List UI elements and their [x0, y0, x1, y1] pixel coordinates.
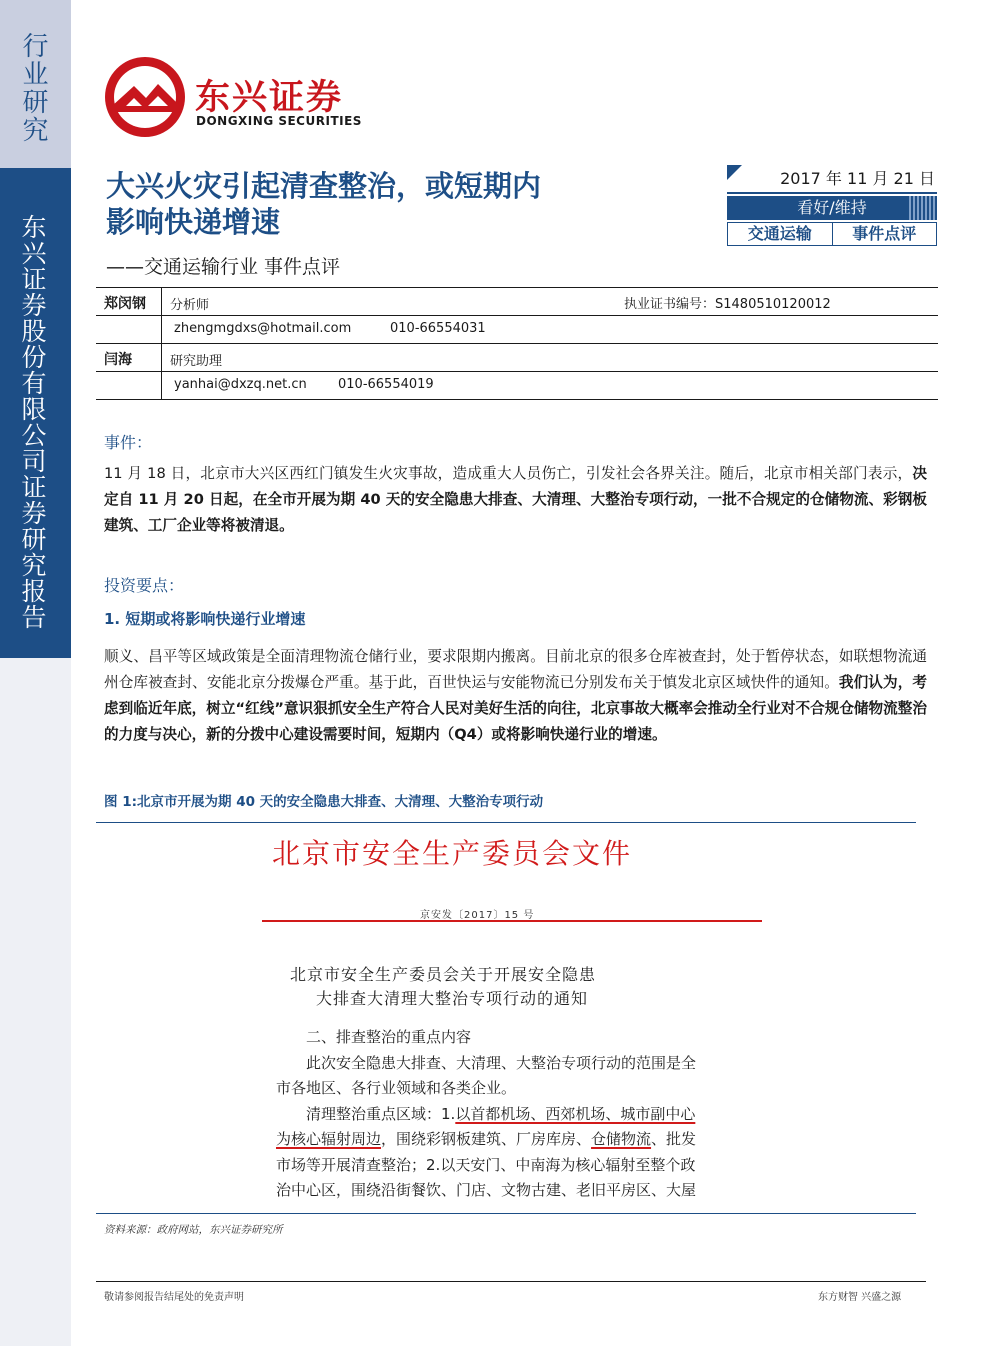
- figure-body-line: 市场等开展清查整治；2.以天安门、中南海为核心辐射至整个政: [276, 1155, 696, 1174]
- report-type-tag: 事件点评: [832, 223, 937, 245]
- figure-source: 资料来源：政府网站，东兴证券研究所: [104, 1224, 283, 1236]
- sidebar-top-band: [0, 0, 71, 168]
- event-paragraph: [104, 461, 927, 539]
- event-text-bold: 决定自 11 月 20 日起，在全市开展为期 40 天的安全隐患大排查、大清理、大整治专项行动，一批不合规定的仓储物流、彩钢板建筑、工厂企业等将被清退。: [104, 465, 927, 534]
- figure-underlined-text: 为核心辐射周边: [276, 1130, 382, 1148]
- sidebar-company-band: [0, 168, 71, 658]
- sidebar-company-label: 东兴证券股份有限公司证券研究报告: [18, 214, 47, 630]
- sidebar-lower-band: [0, 658, 71, 1346]
- footer-slogan: 东方财智 兴盛之源: [818, 1292, 902, 1303]
- invest-text-bold: 我们认为，考虑到临近年底，树立“红线”意识狠抓安全生产符合人民对美好生活的向往，北京事故大概率会推动全行业对不合规仓储物流整治的力度与决心，新的分拨中心建设需要时间，短期内（Q4）或将影响快递行业的增速。: [104, 674, 927, 743]
- figure-body-line: 此次安全隐患大排查、大清理、大整治专项行动的范围是全: [306, 1053, 697, 1072]
- figure-text: 清理整治重点区域：1.: [306, 1104, 456, 1123]
- analyst-name: 郑闵钢: [104, 296, 146, 312]
- figure-underlined-text: 以首都机场、西郊机场、城市副中心: [455, 1104, 696, 1123]
- analyst-role: 研究助理: [170, 354, 223, 369]
- figure-section-title: 二、排查整治的重点内容: [306, 1028, 472, 1046]
- sidebar-category-label: 行业研究: [18, 32, 48, 144]
- report-title: [106, 168, 666, 240]
- figure-doc-title2: 大排查大清理大整治专项行动的通知: [316, 989, 589, 1008]
- analyst-phone: 010-66554019: [338, 377, 434, 392]
- report-title-line1: 大兴火灾引起清查整治，或短期内: [106, 169, 542, 203]
- figure-underlined-text: 仓储物流: [591, 1130, 652, 1148]
- analyst-email[interactable]: yanhai@dxzq.net.cn: [174, 377, 307, 392]
- analyst-row: [96, 344, 938, 372]
- figure-text: 、批发: [651, 1130, 697, 1148]
- rating-row: [727, 196, 937, 220]
- rating-tags: [727, 222, 937, 246]
- report-subtitle: ——交通运输行业 事件点评: [106, 256, 341, 278]
- stripe-decoration: [907, 196, 937, 220]
- logo-name-cn: 东兴证券: [195, 78, 344, 118]
- figure-body-line: [276, 1127, 751, 1153]
- event-text: 11 月 18 日，北京市大兴区西红门镇发生火灾事故，造成重大人员伤亡，引发社会各界关注。随后，北京市相关部门表示，: [104, 465, 913, 482]
- invest-text: 顺义、昌平等区域政策是全面清理物流仓储行业，要求限期内搬离。目前北京的很多仓库被查封，处于暂停状态，如联想物流通州仓库被查封、安能北京分拨爆仓严重。基于此，百世快运与安能物流已分别发布关于慎发北京区域快件的通知。: [104, 648, 927, 691]
- rating-box: [727, 165, 937, 246]
- footer-rule: [96, 1281, 926, 1282]
- analyst-cert: 执业证书编号：S1480510120012: [624, 297, 831, 312]
- invest-paragraph: [104, 644, 927, 748]
- analyst-contact-row: [96, 316, 938, 344]
- report-date-row: [727, 165, 937, 194]
- event-heading: 事件：: [104, 433, 153, 452]
- figure-bottom-rule: [96, 1213, 916, 1214]
- figure-doc-number: 京安发〔2017〕15 号: [420, 910, 535, 921]
- figure-red-rule: [262, 920, 762, 922]
- industry-tag: 交通运输: [747, 224, 812, 243]
- invest-heading: 投资要点：: [104, 576, 185, 595]
- report-date: 2017 年 11 月 21 日: [780, 169, 935, 188]
- dongxing-logo-icon: [104, 56, 186, 138]
- rating-value: 看好/维持: [797, 198, 867, 217]
- figure-text: ，围绕彩钢板建筑、厂房库房、: [381, 1130, 592, 1148]
- figure-body-line: [276, 1102, 751, 1128]
- report-title-line2: 影响快递增速: [106, 205, 281, 239]
- analyst-email[interactable]: zhengmgdxs@hotmail.com: [174, 321, 352, 336]
- figure-doc-body: [276, 1025, 751, 1204]
- invest-subheading: 1. 短期或将影响快递行业增速: [104, 610, 306, 628]
- figure-top-rule: [96, 822, 916, 823]
- corner-triangle-icon: [727, 165, 742, 180]
- figure-body-line: 治中心区，围绕沿街餐饮、门店、文物古建、老旧平房区、大屋: [276, 1181, 697, 1199]
- figure-body-line: 市各地区、各行业领域和各类企业。: [276, 1079, 517, 1097]
- footer-disclaimer: 敬请参阅报告结尾处的免责声明: [104, 1292, 244, 1303]
- figure-caption: 图 1:北京市开展为期 40 天的安全隐患大排查、大清理、大整治专项行动: [104, 794, 544, 810]
- logo-name-en: DONGXING SECURITIES: [196, 114, 362, 128]
- analyst-role: 分析师: [170, 298, 210, 313]
- analyst-phone: 010-66554031: [390, 321, 486, 336]
- figure-doc-title1: 北京市安全生产委员会关于开展安全隐患: [290, 965, 597, 984]
- analyst-row: [96, 288, 938, 316]
- figure-doc-header: 北京市安全生产委员会文件: [272, 837, 633, 870]
- analyst-table: [96, 287, 938, 400]
- analyst-name: 闫海: [104, 352, 132, 368]
- analyst-contact-row: [96, 372, 938, 399]
